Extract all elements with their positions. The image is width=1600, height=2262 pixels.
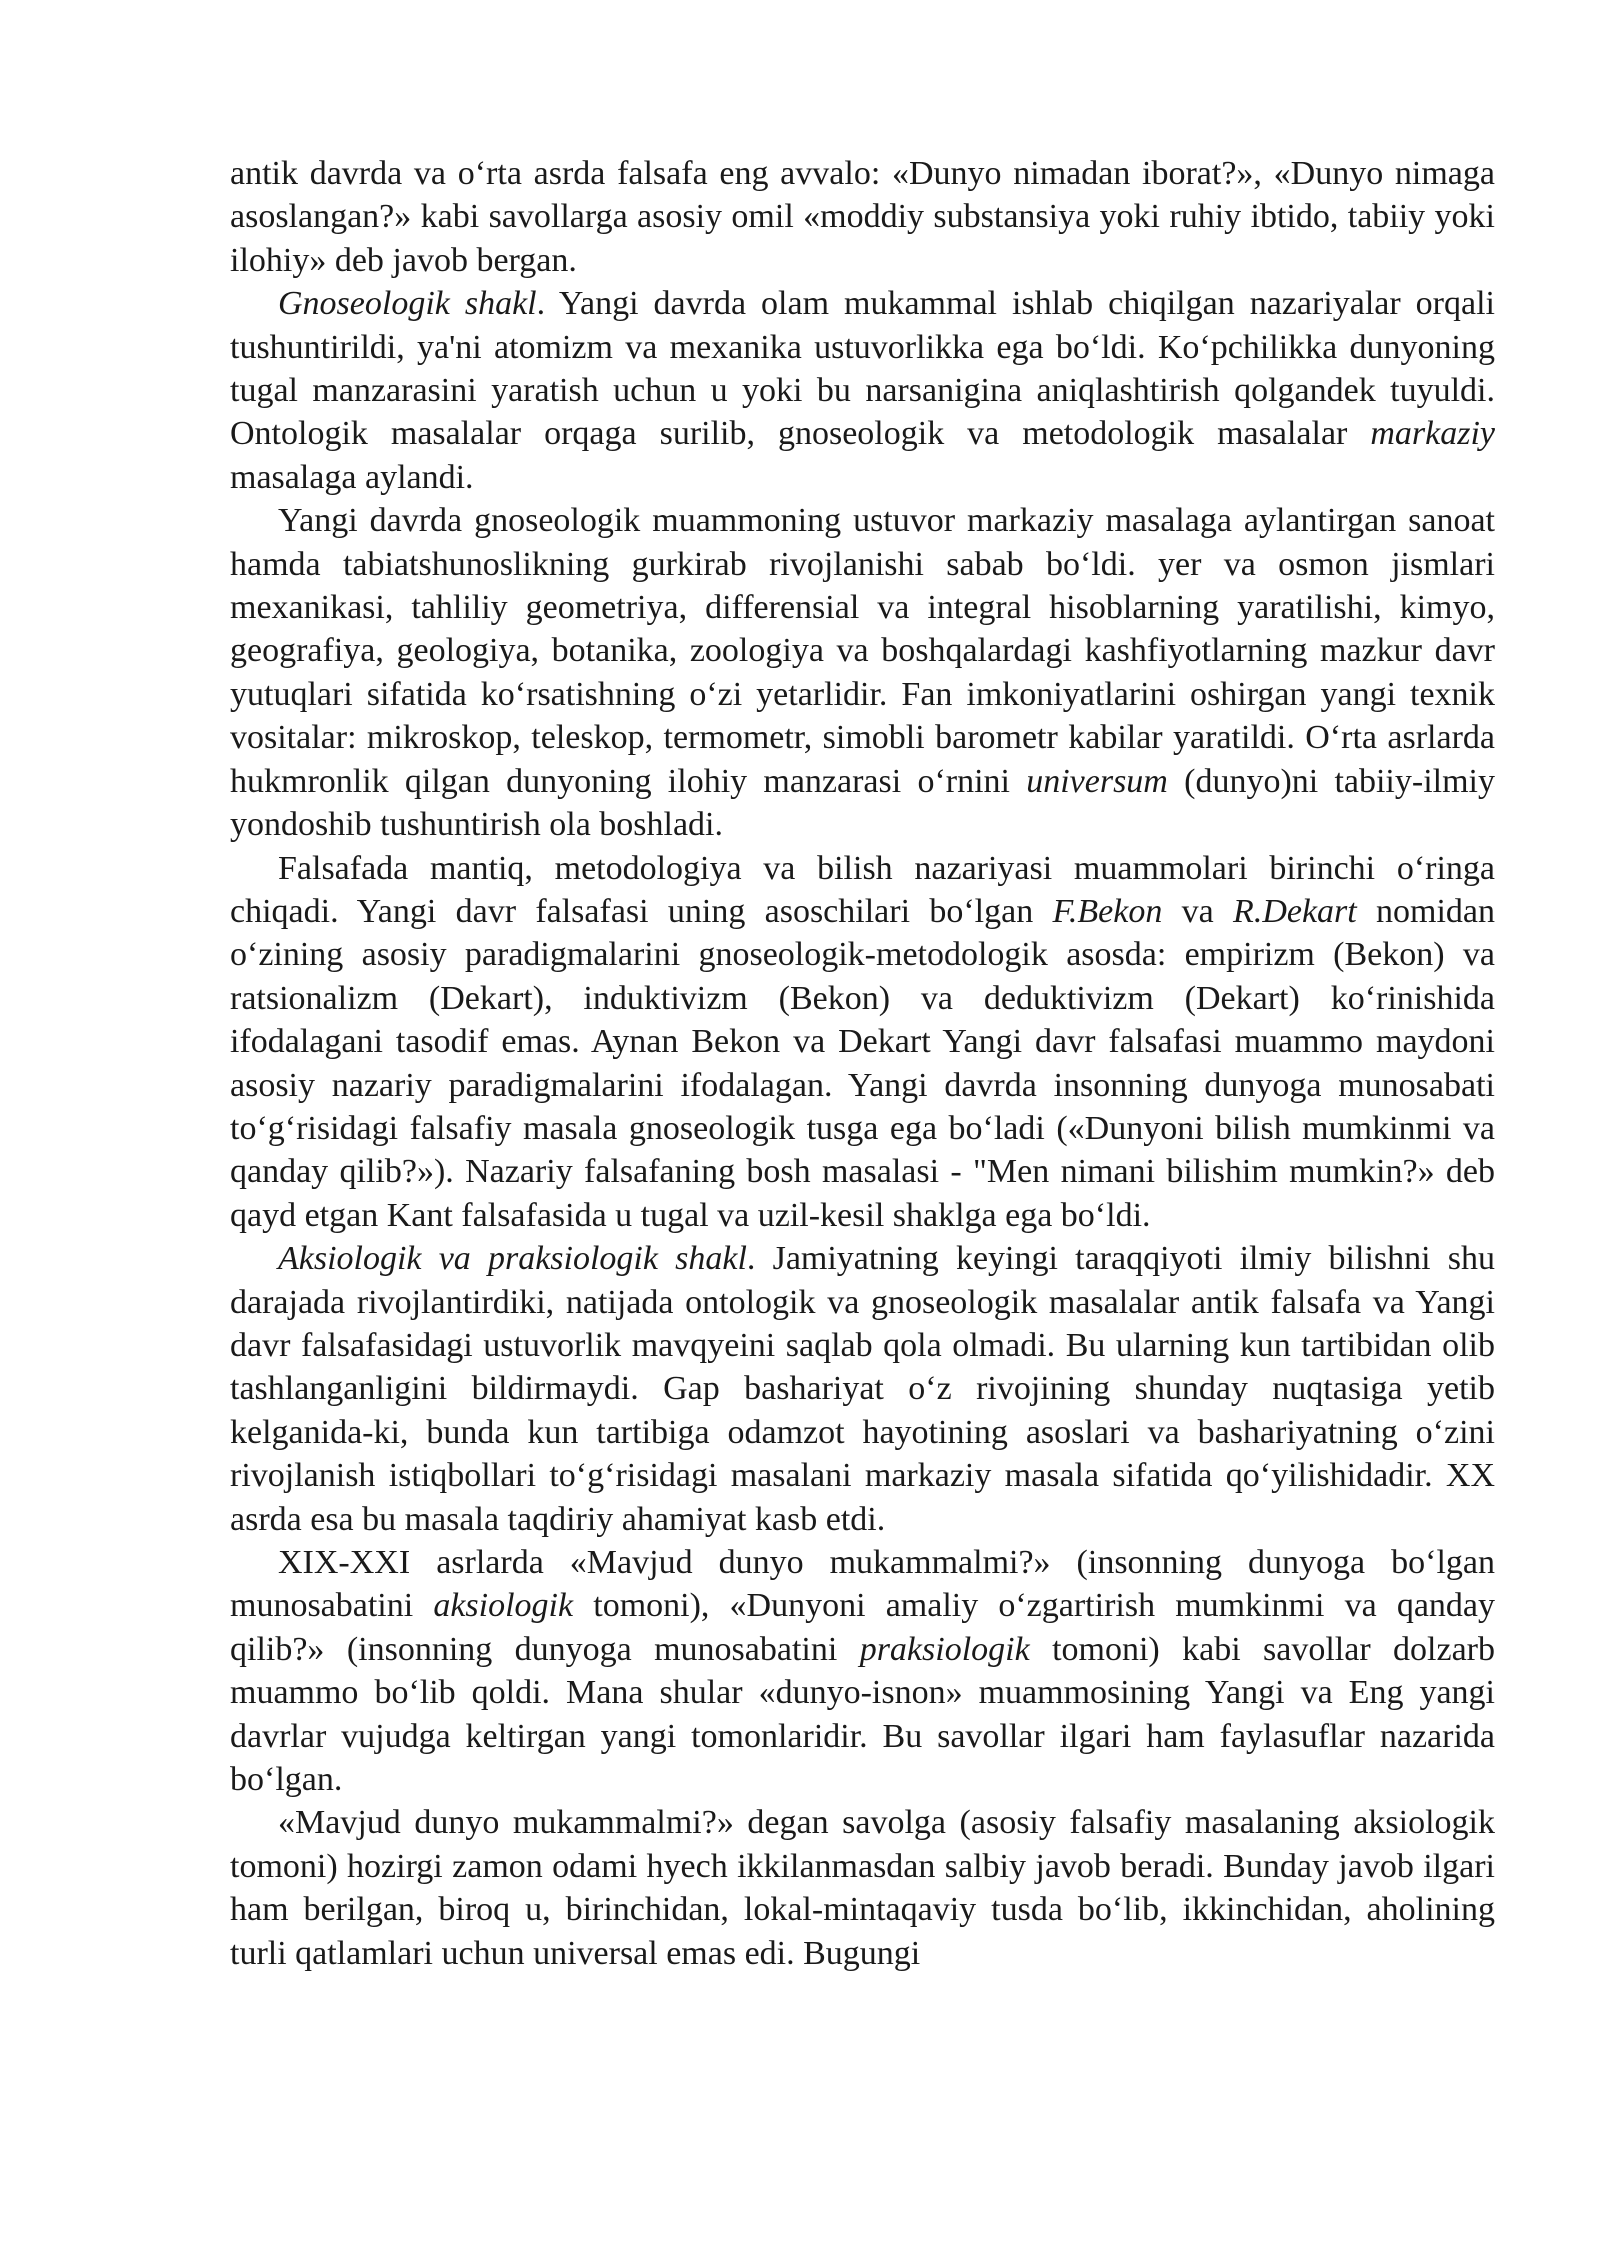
paragraph-7 — [230, 1801, 1495, 1975]
paragraph-4 — [230, 847, 1495, 1238]
italic-term: Aksiologik va praksiologik shakl — [278, 1240, 747, 1278]
text-run: Yangi davrda gnoseologik muammoning ustuvor markaziy masalaga aylantirgan sanoat hamda tabiatshunoslikning gurkirab rivojlanishi sabab bo‘ldi. yer va osmon jismlari mexanikasi, tahliliy geometriya, differensial va integral hisoblarning yaratilishi, kimyo, geografiya, geologiya, botanika, zoologiya va boshqalardagi kashfiyotlarning mazkur davr yutuqlari sifatida ko‘rsatishning o‘zi yetarlidir. Fan imkoniyatlarini oshirgan yangi texnik vositalar: mikroskop, teleskop, termometr, simobli barometr kabilar yaratildi. O‘rta asrlarda hukmronlik qilgan dunyoning ilohiy manzarasi o‘rnini — [230, 502, 1495, 800]
italic-term: markaziy — [1370, 415, 1495, 453]
paragraph-2 — [230, 282, 1495, 499]
paragraph-6 — [230, 1541, 1495, 1801]
text-run: Falsafada mantiq, metodologiya va bilish nazariyasi muammolari birinchi o‘ringa chiqadi. Yangi davr falsafasi uning asoschilari bo‘lgan — [230, 849, 1495, 930]
text-run: . Jamiyatning keyingi taraqqiyoti ilmiy bilishni shu darajada rivojlantirdiki, natijada ontologik va gnoseologik masalalar antik falsafa va Yangi davr falsafasidagi ustuvorlik mavqyeini saqlab qola olmadi. Bu ularning kun tartibidan olib tashlanganligini bildirmaydi. Gap bashariyat o‘z rivojining shunday nuqtasiga yetib kelganida-ki, bunda kun tartibiga odamzot hayotining asoslari va bashariyatning o‘zini rivojlanish istiqbollari to‘g‘risidagi masalani markaziy masala sifatida qo‘yilishidadir. XX asrda esa bu masala taqdiriy ahamiyat kasb etdi. — [230, 1240, 1495, 1538]
text-run: tomoni) kabi savollar dolzarb muammo bo‘lib qoldi. Mana shular «dunyo-isnon» muammosining Yangi va Eng yangi davrlar vujudga keltirgan yangi tomonlaridir. Bu savollar ilgari ham faylasuflar nazarida bo‘lgan. — [230, 1630, 1495, 1799]
text-run: «Mavjud dunyo mukammalmi?» degan savolga (asosiy falsafiy masalaning aksiologik tomoni) hozirgi zamon odami hyech ikkilanmasdan salbiy javob beradi. Bunday javob ilgari ham berilgan, biroq u, birinchidan, lokal-mintaqaviy tusda bo‘lib, ikkinchidan, aholining turli qatlamlari uchun universal emas edi. Bugungi — [230, 1804, 1495, 1972]
document-page — [230, 152, 1495, 1975]
text-run: nomidan o‘zining asosiy paradigmalarini gnoseologik-metodologik asosda: empirizm (Bekon) va ratsionalizm (Dekart), induktivizm (Bekon) va deduktivizm (Dekart) ko‘rinishida ifodalagani tasodif emas. Aynan Bekon va Dekart Yangi davr falsafasi muammo maydoni asosiy nazariy paradigmalarini ifodalagan. Yangi davrda insonning dunyoga munosabati to‘g‘risidagi falsafiy masala gnoseologik tusga ega bo‘ladi («Dunyoni bilish mumkinmi va qanday qilib?»). Nazariy falsafaning bosh masalasi - "Men nimani bilishim mumkin?» deb qayd etgan Kant falsafasida u tugal va uzil-kesil shaklga ega bo‘ldi. — [230, 892, 1496, 1234]
paragraph-3 — [230, 499, 1495, 846]
italic-term: Gnoseologik shakl — [278, 285, 537, 323]
italic-term: praksiologik — [859, 1630, 1030, 1668]
text-run: va — [1162, 892, 1234, 930]
italic-term: universum — [1026, 762, 1168, 800]
paragraph-5 — [230, 1237, 1495, 1541]
text-run: . Yangi davrda olam mukammal ishlab chiqilgan nazariyalar orqali tushuntirildi, ya'ni atomizm va mexanika ustuvorlikka ega bo‘ldi. Ko‘pchilikka dunyoning tugal manzarasini yaratish uchun u yoki bu narsanigina aniqlashtirish qolgandek tuyuldi. Ontologik masalalar orqaga surilib, gnoseologik va metodologik masalalar — [230, 285, 1495, 453]
text-run: antik davrda va o‘rta asrda falsafa eng avvalo: «Dunyo nimadan iborat?», «Dunyo nimaga asoslangan?» kabi savollarga asosiy omil «moddiy substansiya yoki ruhiy ibtido, tabiiy yoki ilohiy» deb javob bergan. — [230, 155, 1495, 279]
text-run: tomoni), «Dunyoni amaliy o‘zgartirish mumkinmi va qanday qilib?» (insonning dunyoga munosabatini — [230, 1587, 1495, 1668]
text-run: (dunyo)ni tabiiy-ilmiy yondoshib tushuntirish ola boshladi. — [230, 762, 1495, 844]
italic-term: aksiologik — [433, 1587, 574, 1625]
italic-name: R.Dekart — [1233, 892, 1357, 930]
paragraph-1 — [230, 152, 1495, 282]
text-run: XIX-XXI asrlarda «Mavjud dunyo mukammalmi?» (insonning dunyoga bo‘lgan munosabatini — [230, 1544, 1495, 1625]
text-run: masalaga aylandi. — [230, 458, 474, 496]
italic-name: F.Bekon — [1052, 892, 1163, 930]
